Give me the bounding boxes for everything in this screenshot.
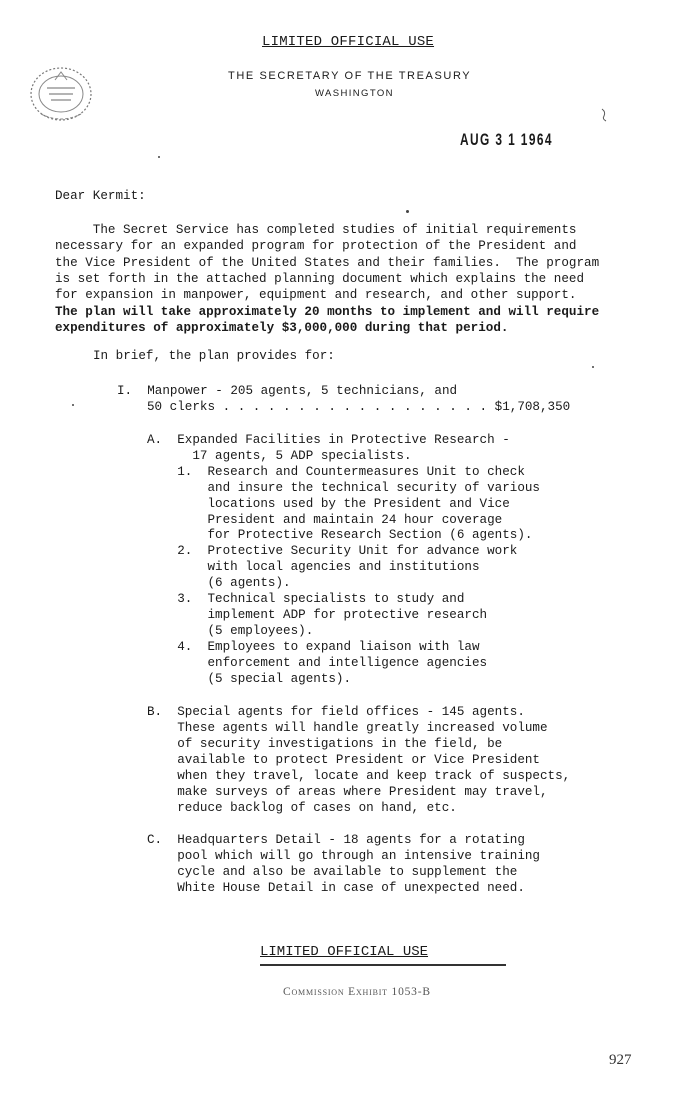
secC-line: C. Headquarters Detail - 18 agents for a rotating xyxy=(147,833,525,847)
classification-footer: LIMITED OFFICIAL USE xyxy=(260,944,429,960)
secB-line: B. Special agents for field offices - 145 agents. xyxy=(147,705,525,719)
secC-line: cycle and also be available to supplement the xyxy=(147,865,518,879)
intro-line: the Vice President of the United States and their families. The program xyxy=(55,255,600,270)
letterhead-city: WASHINGTON xyxy=(315,88,394,99)
intro-line: The Secret Service has completed studies of initial requirements xyxy=(55,223,577,237)
secA-line: and insure the technical security of various xyxy=(147,480,540,495)
letterhead-title: THE SECRETARY OF THE TREASURY xyxy=(228,70,472,82)
secC-line: White House Detail in case of unexpected need. xyxy=(147,881,525,895)
secA-line: locations used by the President and Vice xyxy=(147,496,510,511)
secA-line: 4. Employees to expand liaison with law xyxy=(147,639,480,654)
secA-line: (5 employees). xyxy=(147,623,314,638)
secC-line: pool which will go through an intensive training xyxy=(147,849,540,863)
secA-line: (5 special agents). xyxy=(147,671,352,686)
brief-line: In brief, the plan provides for: xyxy=(93,349,335,363)
secB-line: available to protect President or Vice President xyxy=(147,753,540,767)
intro-line: for expansion in manpower, equipment and research, and other support. xyxy=(55,288,577,303)
classification-header: LIMITED OFFICIAL USE xyxy=(262,34,435,50)
item-i-line1: I. Manpower - 205 agents, 5 technicians, and xyxy=(117,384,458,398)
margin-mark-icon xyxy=(600,108,608,122)
intro-line: necessary for an expanded program for protection of the President and xyxy=(55,239,577,254)
intro-line: The plan will take approximately 20 months to implement and will require xyxy=(55,304,600,319)
secA-line: 2. Protective Security Unit for advance work xyxy=(147,544,518,559)
speck xyxy=(72,404,74,406)
secB-line: make surveys of areas where President may travel, xyxy=(147,785,548,799)
secA-line: (6 agents). xyxy=(147,576,291,591)
secA-line: 17 agents, 5 ADP specialists. xyxy=(147,448,412,463)
footer-rule xyxy=(260,964,506,966)
secB-line: of security investigations in the field, be xyxy=(147,737,503,751)
secB-line: These agents will handle greatly increased volume xyxy=(147,721,548,735)
speck xyxy=(158,156,160,158)
item-i-line2: 50 clerks . . . . . . . . . . . . . . . . . . $1,708,350 xyxy=(147,400,571,414)
date-stamp: AUG 3 1 1964 xyxy=(460,130,553,149)
speck xyxy=(406,210,409,213)
secA-line: President and maintain 24 hour coverage xyxy=(147,512,503,527)
secB-line: reduce backlog of cases on hand, etc. xyxy=(147,801,457,815)
secA-line: with local agencies and institutions xyxy=(147,560,480,575)
page-number: 927 xyxy=(609,1052,632,1068)
secA-line: for Protective Research Section (6 agents). xyxy=(147,528,533,543)
secA-line: implement ADP for protective research xyxy=(147,607,488,622)
intro-line: is set forth in the attached planning document which explains the need xyxy=(55,271,585,286)
secB-line: when they travel, locate and keep track of suspects, xyxy=(147,769,571,783)
intro-line: expenditures of approximately $3,000,000 during that period. xyxy=(55,320,509,335)
secA-line: 1. Research and Countermeasures Unit to check xyxy=(147,464,525,479)
exhibit-label: Commission Exhibit 1053-B xyxy=(283,986,431,998)
secA-line: A. Expanded Facilities in Protective Research - xyxy=(147,433,510,447)
treasury-seal-icon xyxy=(25,58,97,128)
salutation: Dear Kermit: xyxy=(55,189,146,203)
secA-line: 3. Technical specialists to study and xyxy=(147,592,465,606)
secA-line: enforcement and intelligence agencies xyxy=(147,655,488,670)
speck xyxy=(592,366,594,368)
